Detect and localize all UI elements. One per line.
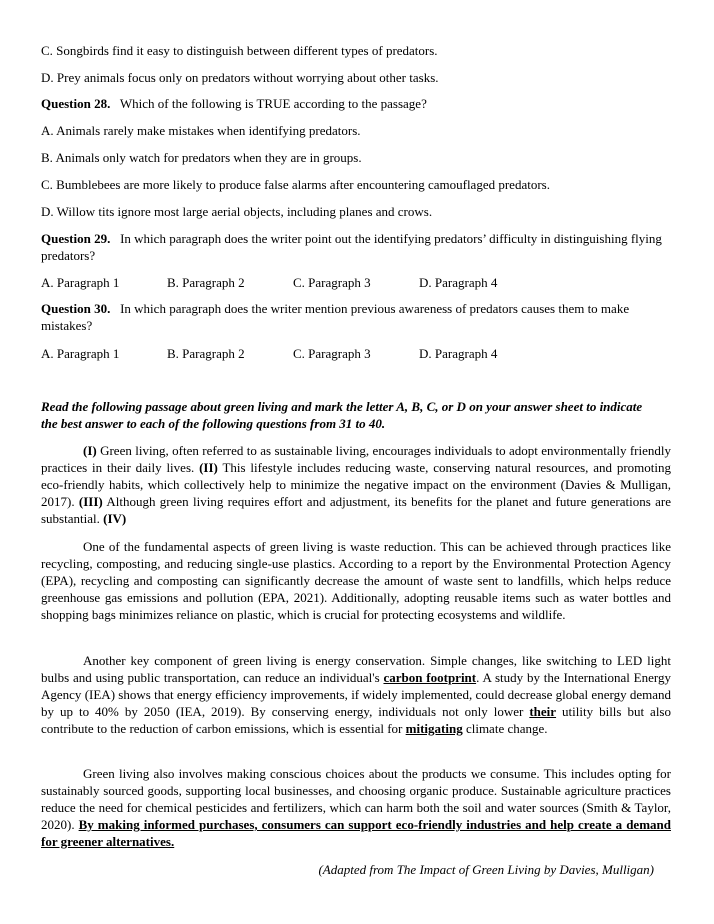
underlined-their: their (529, 704, 557, 719)
q29-option-b: B. Paragraph 2 (167, 275, 245, 290)
underlined-sentence: By making informed purchases, consumers can support eco-friendly industries and help create a demand for greener alternatives. (41, 817, 671, 849)
question-29 (41, 230, 671, 264)
underlined-carbon-footprint: carbon footprint (383, 670, 477, 685)
q28-option-a: A. Animals rarely make mistakes when identifying predators. (41, 123, 361, 138)
question-label: Question 30. (41, 301, 111, 316)
option-d-prev: D. Prey animals focus only on predators without worrying about other tasks. (41, 70, 439, 85)
marker-II: (II) (199, 460, 218, 475)
paragraph-3: Another key component of green living is energy conservation. Simple changes, like switching to LED light bulbs and using public transportation, can reduce an individual's carbon footprint. A study by the International Energy Agency (IEA) shows that energy efficiency improvements, if widely implemented, could decrease global energy demand by up to 40% by 2050 (IEA, 2019). By conserving energy, individuals not only lower their utility bills but also contribute to the reduction of carbon emissions, which is essential for mitigating climate change. (41, 653, 671, 736)
question-stem: In which paragraph does the writer point out the identifying predators’ difficulty in distinguishing flying predators? (41, 231, 662, 263)
option-c-prev: C. Songbirds find it easy to distinguish between different types of predators. (41, 43, 438, 58)
q28-option-b: B. Animals only watch for predators when they are in groups. (41, 150, 362, 165)
question-stem: In which paragraph does the writer mention previous awareness of predators causes them to make mistakes? (41, 301, 630, 333)
q29-option-a: A. Paragraph 1 (41, 275, 120, 290)
paragraph-2: One of the fundamental aspects of green living is waste reduction. This can be achieved through practices like recycling, composting, and reducing single-use plastics. According to a report by the Environmental Protection Agency (EPA), recycling and composting can significantly decrease the amount of waste sent to landfills, which helps reduce greenhouse gas emissions and pollution (EPA, 2021). Additionally, adopting reusable items such as water bottles and shopping bags minimizes reliance on plastic, which is crucial for protecting ecosystems and wildlife. (41, 539, 671, 622)
question-30 (41, 300, 671, 334)
q30-option-c: C. Paragraph 3 (293, 346, 371, 361)
source-credit: (Adapted from The Impact of Green Living by Davies, Mulligan) (318, 862, 654, 877)
marker-IV: (IV) (103, 511, 127, 526)
q30-option-d: D. Paragraph 4 (419, 346, 498, 361)
question-28 (41, 95, 427, 112)
underlined-mitigating: mitigating (405, 721, 463, 736)
instruction: Read the following passage about green living and mark the letter A, B, C, or D on your answer sheet to indicate the best answer to each of the following questions from 31 to 40. (41, 399, 643, 431)
q30-option-b: B. Paragraph 2 (167, 346, 245, 361)
question-label: Question 29. (41, 231, 111, 246)
q28-option-d: D. Willow tits ignore most large aerial objects, including planes and crows. (41, 204, 433, 219)
question-stem: Which of the following is TRUE according to the passage? (119, 96, 427, 111)
marker-I: (I) (83, 443, 97, 458)
paragraph-1: (I) Green living, often referred to as sustainable living, encourages individuals to adopt environmentally friendly practices in their daily lives. (II) This lifestyle includes reducing waste, conserving natural resources, and promoting eco-friendly habits, which collectively help to minimize the negative impact on the environment (Davies & Mulligan, 2017). (III) Although green living requires effort and adjustment, its benefits for the planet and future generations are substantial. (IV) (41, 443, 671, 526)
q30-option-a: A. Paragraph 1 (41, 346, 120, 361)
marker-III: (III) (78, 494, 103, 509)
q29-option-d: D. Paragraph 4 (419, 275, 498, 290)
q29-option-c: C. Paragraph 3 (293, 275, 371, 290)
q28-option-c: C. Bumblebees are more likely to produce false alarms after encountering camouflaged predators. (41, 177, 550, 192)
question-label: Question 28. (41, 96, 111, 111)
paragraph-4: Green living also involves making conscious choices about the products we consume. This includes opting for sustainably sourced goods, supporting local businesses, and choosing organic produce. Sustainable agriculture practices reduce the need for chemical pesticides and fertilizers, which can harm both the soil and water sources (Smith & Taylor, 2020). By making informed purchases, consumers can support eco-friendly industries and help create a demand for greener alternatives. (41, 766, 671, 849)
